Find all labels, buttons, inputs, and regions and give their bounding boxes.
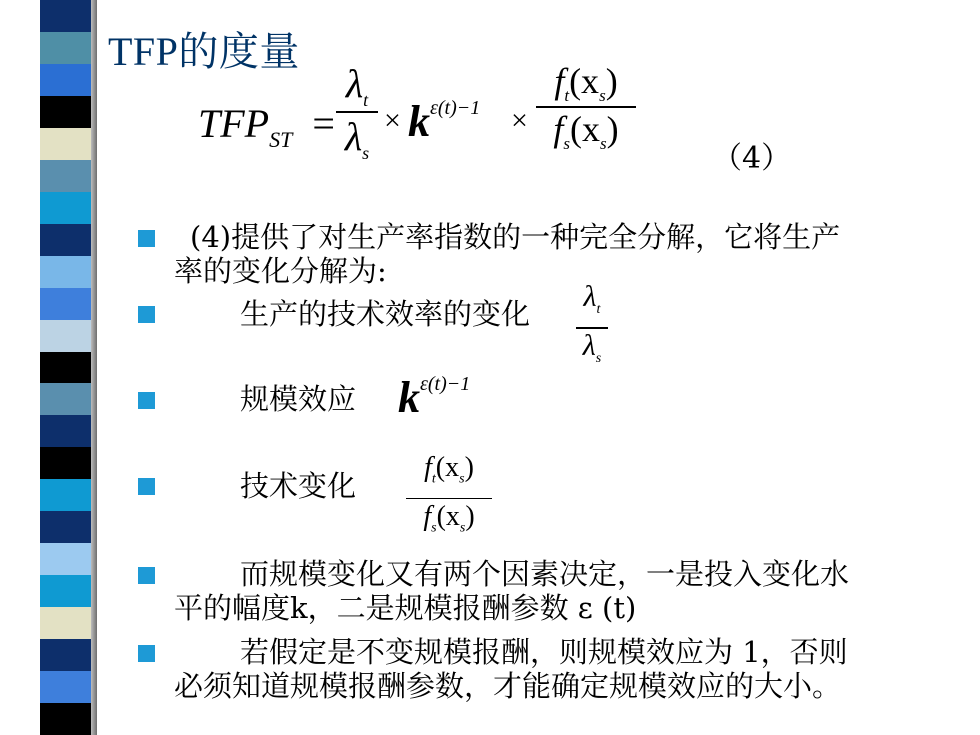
- bullet-marker: [138, 230, 155, 247]
- bullet-marker: [138, 567, 155, 584]
- decorative-stripe-bar: [0, 0, 97, 735]
- sidebar-stripe: [40, 703, 97, 735]
- sidebar-margin: [0, 0, 40, 735]
- bullet-text-line: 平的幅度k，二是规模报酬参数 ε (t): [174, 591, 637, 625]
- sidebar-stripe: [40, 32, 97, 64]
- slide-title: TFP的度量: [108, 29, 300, 74]
- sidebar-stripe: [40, 160, 97, 192]
- technical-change-label: 技术变化: [240, 469, 357, 503]
- sidebar-stripe: [40, 192, 97, 224]
- scale-effect-label: 规模效应: [240, 382, 357, 416]
- sidebar-stripe: [40, 383, 97, 415]
- sidebar-stripe: [40, 639, 97, 671]
- sidebar-edge-shadow: [91, 0, 97, 735]
- sidebar-stripe: [40, 511, 97, 543]
- sidebar-stripe: [40, 415, 97, 447]
- formula-lhs: $TFP_{ST}$ =: [198, 101, 335, 152]
- technical-change-fraction: $f_t(x_s)$ $f_s(x_s)$: [406, 450, 492, 547]
- times-sign-2: ×: [511, 104, 528, 137]
- sidebar-stripe: [40, 224, 97, 256]
- bullet-text-line: 率的变化分解为:: [174, 254, 387, 288]
- efficiency-change-label: 生产的技术效率的变化: [240, 297, 531, 331]
- bullet-text-line: (4)提供了对生产率指数的一种完全分解，它将生产: [190, 220, 841, 254]
- sidebar-stripe: [40, 575, 97, 607]
- bullet-text-line: 若假定是不变规模报酬，则规模效应为 1，否则: [240, 635, 848, 669]
- technology-ratio-fraction: $f_t(x_s)$ $f_s(x_s)$: [536, 60, 636, 154]
- sidebar-stripe: [40, 479, 97, 511]
- scale-effect-formula: $k^{\varepsilon(t)-1}$: [398, 373, 471, 422]
- sidebar-stripe: [40, 543, 97, 575]
- bullet-text-line: 必须知道规模报酬参数，才能确定规模效应的大小。: [174, 669, 842, 703]
- sidebar-stripe: [40, 671, 97, 703]
- main-formula: [198, 60, 638, 180]
- sidebar-stripe: [40, 447, 97, 479]
- sidebar-stripe: [40, 96, 97, 128]
- times-sign-1: ×: [384, 104, 401, 137]
- bullet-marker: [138, 392, 155, 409]
- bullet-text-line: 而规模变化又有两个因素决定，一是投入变化水: [240, 557, 850, 591]
- sidebar-stripe: [40, 0, 97, 32]
- bullet-marker: [138, 478, 155, 495]
- equation-number: （4）: [712, 141, 792, 176]
- sidebar-stripe: [40, 352, 97, 384]
- sidebar-stripe: [40, 256, 97, 288]
- sidebar-stripe: [40, 64, 97, 96]
- sidebar-stripe: [40, 607, 97, 639]
- bullet-marker: [138, 645, 155, 662]
- sidebar-stripe: [40, 288, 97, 320]
- scale-term: $k^{\varepsilon(t)-1}$: [408, 97, 481, 146]
- bullet-marker: [138, 306, 155, 323]
- sidebar-stripe: [40, 128, 97, 160]
- efficiency-fraction: $\lambda_t$ $\lambda_s$: [576, 280, 608, 376]
- lambda-ratio-fraction: $\lambda_t$ $\lambda_s$: [336, 60, 378, 164]
- sidebar-stripe: [40, 320, 97, 352]
